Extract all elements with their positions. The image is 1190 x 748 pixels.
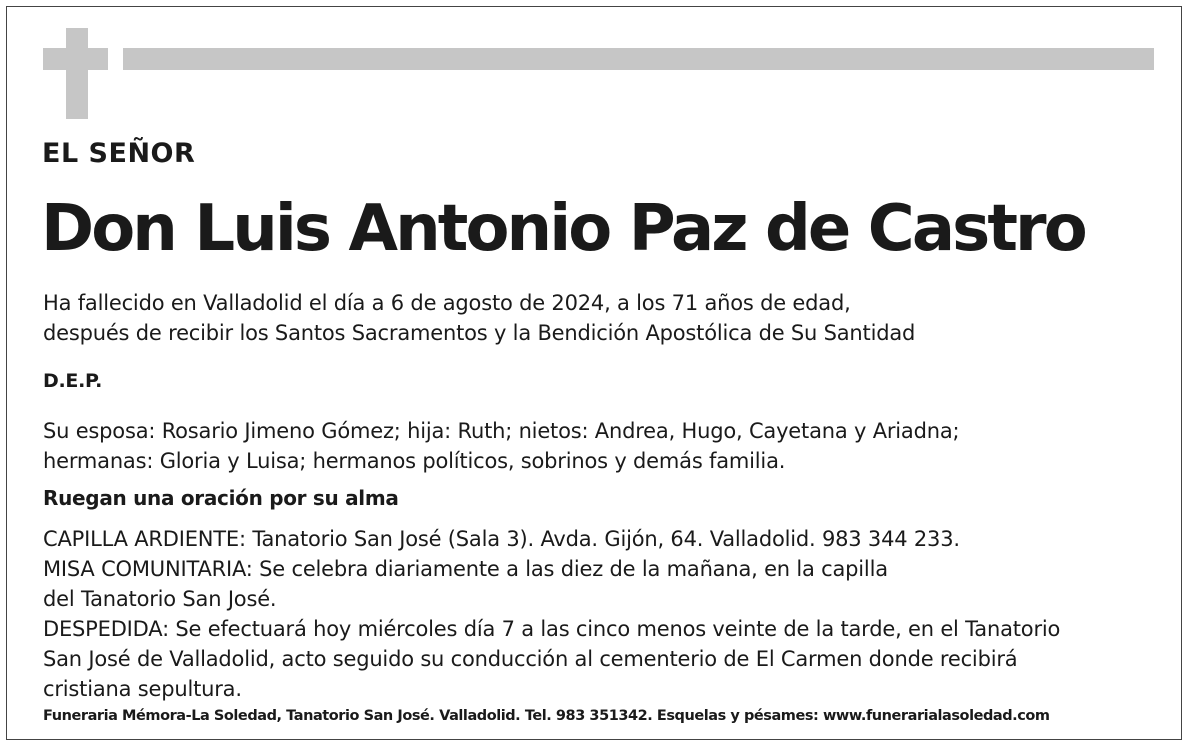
misa-line-1: MISA COMUNITARIA: Se celebra diariamente a las diez de la mañana, en la capilla [43,557,888,581]
death-notice-line-1: Ha fallecido en Valladolid el día a 6 de agosto de 2024, a los 71 años de edad, [43,291,851,315]
cross-icon-vertical [66,28,88,119]
arrangements [43,524,1060,704]
family-line-1: Su esposa: Rosario Jimeno Gómez; hija: Ruth; nietos: Andrea, Hugo, Cayetana y Ariadna; [43,419,960,443]
family-line-2: hermanas: Gloria y Luisa; hermanos políticos, sobrinos y demás familia. [43,449,786,473]
despedida-line-2: San José de Valladolid, acto seguido su conducción al cementerio de El Carmen donde recibirá [43,647,1018,671]
despedida-line-1: DESPEDIDA: Se efectuará hoy miércoles día 7 a las cinco menos veinte de la tarde, en el Tanatorio [43,617,1061,641]
cross-icon-horizontal [43,48,108,70]
deceased-name: Don Luis Antonio Paz de Castro [41,192,1085,266]
family-list [43,416,959,476]
funeral-home-footer: Funeraria Mémora-La Soledad, Tanatorio San José. Valladolid. Tel. 983 351342. Esquelas y pésames: www.funerarialasoledad.com [43,708,1050,724]
prayer-request: Ruegan una oración por su alma [43,486,399,510]
header-rule [123,48,1154,70]
capilla-line: CAPILLA ARDIENTE: Tanatorio San José (Sala 3). Avda. Gijón, 64. Valladolid. 983 344 233. [43,527,960,551]
despedida-line-3: cristiana sepultura. [43,677,242,701]
dep-label: D.E.P. [43,370,103,392]
misa-line-2: del Tanatorio San José. [43,587,277,611]
honorific-title: EL SEÑOR [42,138,196,169]
death-notice [43,288,915,348]
death-notice-line-2: después de recibir los Santos Sacramentos y la Bendición Apostólica de Su Santidad [43,321,916,345]
